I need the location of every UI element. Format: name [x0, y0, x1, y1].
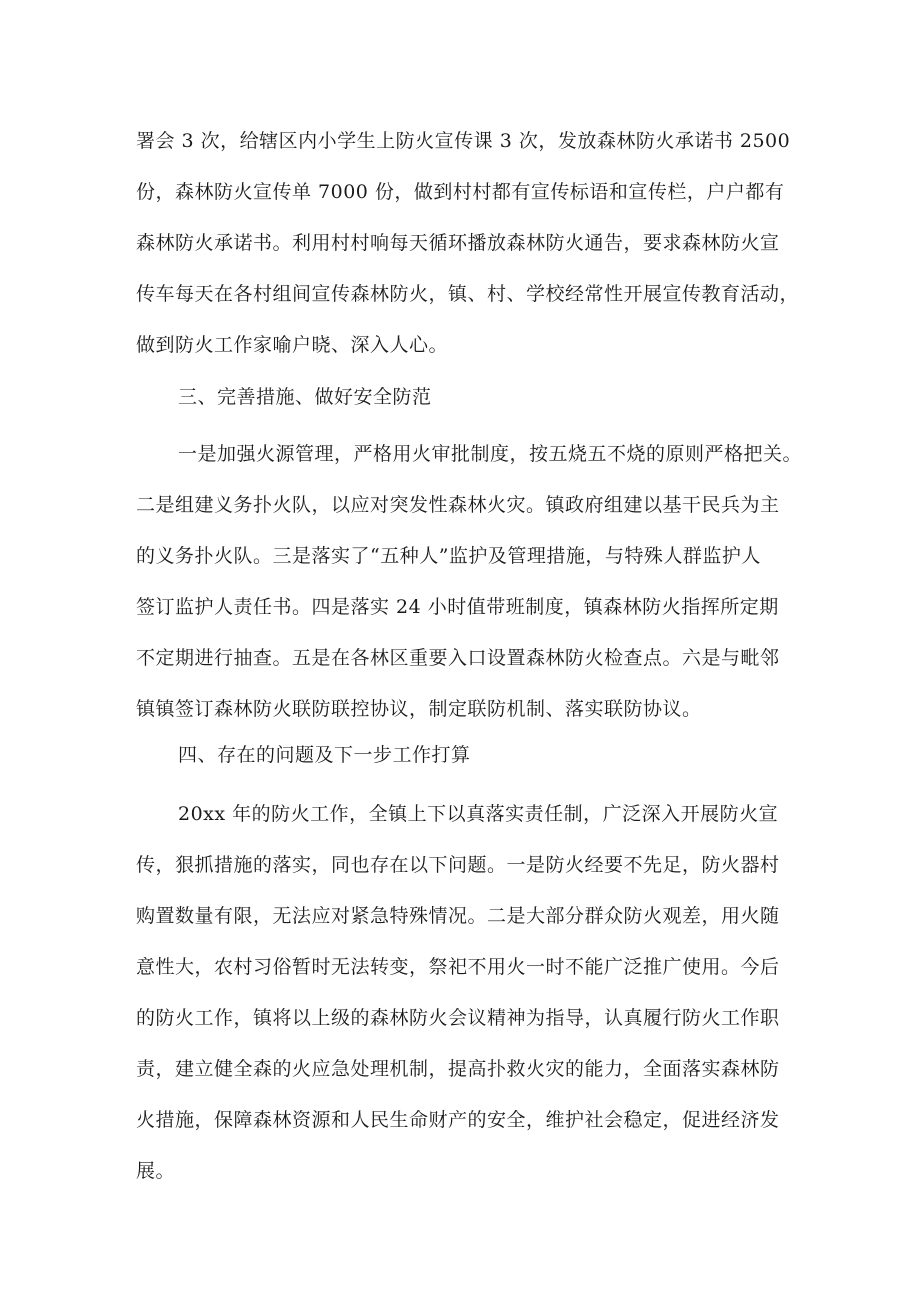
- section-heading-3: [136, 372, 788, 423]
- text-line: 做到防火工作家喻户晓、深入人心。: [136, 334, 449, 356]
- section-4-paragraph: [136, 789, 788, 1197]
- text-line: 镇镇签订森林防火联防联控协议，制定联防机制、落实联防协议。: [136, 698, 702, 720]
- text-line: 20xx 年的防火工作，全镇上下以真落实责任制，广泛深入开展防火宣: [178, 803, 779, 825]
- text-line: 展。: [136, 1160, 176, 1182]
- text-line: 署会 3 次，给辖区内小学生上防火宣传课 3 次，发放森林防火承诺书 2500: [136, 130, 791, 152]
- section-3-paragraph: [136, 429, 803, 735]
- text-line: 传，狠抓措施的落实，同也存在以下问题。一是防火经要不先足，防火器村: [136, 854, 780, 876]
- section-heading-4: [136, 730, 788, 781]
- text-line: 购置数量有限，无法应对紧急特殊情况。二是大部分群众防火观差，用火随: [136, 905, 780, 927]
- paragraph-continuation: [136, 116, 800, 371]
- text-line: 的防火工作，镇将以上级的森林防火会议精神为指导，认真履行防火工作职: [136, 1007, 780, 1029]
- text-line: 份，森林防火宣传单 7000 份，做到村村都有宣传标语和宣传栏，户户都有: [136, 181, 785, 203]
- text-line: 签订监护人责任书。四是落实 24 小时值带班制度，镇森林防火指挥所定期: [136, 596, 779, 618]
- text-line: 传车每天在各村组间宣传森林防火，镇、村、学校经常性开展宣传教育活动，: [136, 283, 800, 305]
- text-line: 二是组建义务扑火队，以应对突发性森林火灾。镇政府组建以基干民兵为主: [136, 494, 780, 516]
- text-line: 一是加强火源管理，严格用火审批制度，按五烧五不烧的原则严格把关。: [178, 443, 803, 465]
- heading-text: 四、存在的问题及下一步工作打算: [178, 744, 471, 766]
- text-line: 不定期进行抽查。五是在各林区重要入口设置森林防火检查点。六是与毗邻: [136, 647, 780, 669]
- heading-text: 三、完善措施、做好安全防范: [178, 386, 432, 408]
- text-line: 森林防火承诺书。利用村村响每天循环播放森林防火通告，要求森林防火宣: [136, 232, 780, 254]
- text-line: 的义务扑火队。三是落实了“五种人”监护及管理措施，与特殊人群监护人: [136, 545, 761, 567]
- text-line: 意性大，农村习俗暂时无法转变，祭祀不用火一时不能广泛推广使用。今后: [136, 956, 780, 978]
- text-line: 责，建立健全森的火应急处理机制，提高扑救火灾的能力，全面落实森林防: [136, 1058, 780, 1080]
- text-line: 火措施，保障森林资源和人民生命财产的安全，维护社会稳定，促进经济发: [136, 1109, 780, 1131]
